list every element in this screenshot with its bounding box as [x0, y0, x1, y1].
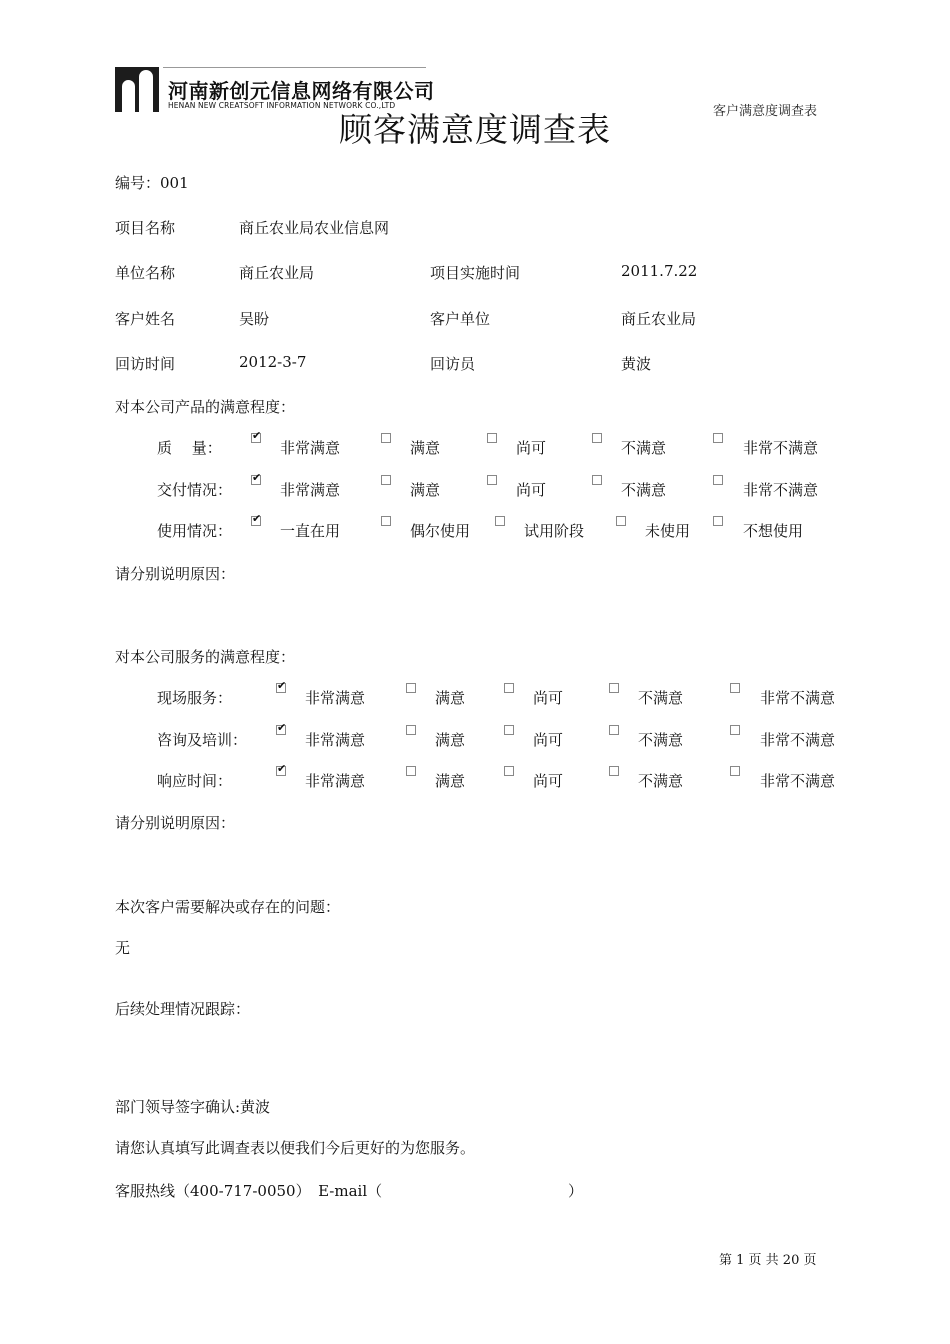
- consulting-label: 咨询及培训：: [157, 731, 248, 749]
- delivery-checkbox-1[interactable]: [251, 475, 261, 485]
- onsite-service-option-4: 不满意: [638, 689, 684, 707]
- followup-label: 后续处理情况跟踪：: [115, 1000, 251, 1018]
- quality-checkbox-4[interactable]: [592, 433, 602, 443]
- usage-checkbox-4[interactable]: [616, 516, 626, 526]
- delivery-checkbox-4[interactable]: [592, 475, 602, 485]
- quality-checkbox-5[interactable]: [713, 433, 723, 443]
- email-close-paren: ）: [568, 1182, 584, 1200]
- consulting-option-1: 非常满意: [305, 731, 366, 749]
- response-time-label: 响应时间：: [157, 772, 233, 790]
- logo-company-name-en: HENAN NEW CREATSOFT INFORMATION NETWORK CO.,LTD: [168, 101, 396, 110]
- project-name-value: 商丘农业局农业信息网: [239, 219, 390, 237]
- logo-company-name: 河南新创元信息网络有限公司: [168, 79, 435, 103]
- delivery-option-3: 尚可: [516, 481, 547, 499]
- consulting-option-3: 尚可: [533, 731, 564, 749]
- consulting-option-4: 不满意: [638, 731, 684, 749]
- quality-option-5: 非常不满意: [743, 439, 819, 457]
- onsite-service-option-2: 满意: [435, 689, 466, 707]
- response-time-option-5: 非常不满意: [760, 772, 836, 790]
- quality-option-1: 非常满意: [280, 439, 341, 457]
- unit-name-label: 单位名称: [115, 264, 176, 282]
- visitor-value: 黄波: [621, 355, 652, 373]
- impl-time-value: 2011.7.22: [621, 262, 698, 280]
- onsite-service-label: 现场服务：: [157, 689, 233, 707]
- onsite-service-checkbox-2[interactable]: [406, 683, 416, 693]
- quality-option-4: 不满意: [621, 439, 667, 457]
- signoff-text: 部门领导签字确认:黄波: [115, 1098, 271, 1116]
- customer-unit-value: 商丘农业局: [621, 310, 697, 328]
- quality-checkbox-2[interactable]: [381, 433, 391, 443]
- delivery-option-2: 满意: [410, 481, 441, 499]
- customer-unit-label: 客户单位: [430, 310, 491, 328]
- usage-checkbox-3[interactable]: [495, 516, 505, 526]
- usage-option-4: 未使用: [645, 522, 691, 540]
- page-title: 顾客满意度调查表: [339, 110, 611, 149]
- usage-checkbox-5[interactable]: [713, 516, 723, 526]
- usage-option-1: 一直在用: [280, 522, 341, 540]
- onsite-service-option-5: 非常不满意: [760, 689, 836, 707]
- customer-name-label: 客户姓名: [115, 310, 176, 328]
- consulting-checkbox-2[interactable]: [406, 725, 416, 735]
- delivery-checkbox-2[interactable]: [381, 475, 391, 485]
- response-time-checkbox-5[interactable]: [730, 766, 740, 776]
- consulting-option-5: 非常不满意: [760, 731, 836, 749]
- quality-option-3: 尚可: [516, 439, 547, 457]
- usage-option-3: 试用阶段: [524, 522, 585, 540]
- usage-option-2: 偶尔使用: [410, 522, 471, 540]
- delivery-checkbox-3[interactable]: [487, 475, 497, 485]
- usage-label: 使用情况：: [157, 522, 233, 540]
- response-time-option-4: 不满意: [638, 772, 684, 790]
- impl-time-label: 项目实施时间: [430, 264, 521, 282]
- delivery-option-1: 非常满意: [280, 481, 341, 499]
- usage-option-5: 不想使用: [743, 522, 804, 540]
- onsite-service-option-1: 非常满意: [305, 689, 366, 707]
- quality-option-2: 满意: [410, 439, 441, 457]
- visitor-label: 回访员: [430, 355, 476, 373]
- product-reason-label: 请分别说明原因：: [115, 565, 236, 583]
- consulting-checkbox-5[interactable]: [730, 725, 740, 735]
- quality-checkbox-3[interactable]: [487, 433, 497, 443]
- consulting-checkbox-3[interactable]: [504, 725, 514, 735]
- onsite-service-checkbox-5[interactable]: [730, 683, 740, 693]
- unit-name-value: 商丘农业局: [239, 264, 315, 282]
- visit-time-value: 2012-3-7: [239, 353, 307, 371]
- quality-checkbox-1[interactable]: [251, 433, 261, 443]
- onsite-service-checkbox-1[interactable]: [276, 683, 286, 693]
- usage-checkbox-2[interactable]: [381, 516, 391, 526]
- header-doc-label: 客户满意度调查表: [713, 104, 818, 119]
- service-section-heading: 对本公司服务的满意程度：: [115, 648, 296, 666]
- onsite-service-option-3: 尚可: [533, 689, 564, 707]
- onsite-service-checkbox-3[interactable]: [504, 683, 514, 693]
- service-reason-label: 请分别说明原因：: [115, 814, 236, 832]
- page-number: 第 1 页 共 20 页: [719, 1253, 817, 1268]
- closing-note: 请您认真填写此调查表以便我们今后更好的为您服务。: [115, 1139, 476, 1157]
- response-time-option-1: 非常满意: [305, 772, 366, 790]
- delivery-checkbox-5[interactable]: [713, 475, 723, 485]
- product-section-heading: 对本公司产品的满意程度：: [115, 398, 296, 416]
- response-time-checkbox-1[interactable]: [276, 766, 286, 776]
- serial-number: 编号：001: [115, 174, 189, 192]
- hotline-email: 客服热线（400-717-0050） E-mail（: [115, 1182, 383, 1200]
- consulting-checkbox-4[interactable]: [609, 725, 619, 735]
- response-time-option-3: 尚可: [533, 772, 564, 790]
- consulting-option-2: 满意: [435, 731, 466, 749]
- onsite-service-checkbox-4[interactable]: [609, 683, 619, 693]
- quality-label: 质 量：: [157, 439, 222, 457]
- project-name-label: 项目名称: [115, 219, 176, 237]
- delivery-option-5: 非常不满意: [743, 481, 819, 499]
- customer-name-value: 吴盼: [239, 310, 270, 328]
- delivery-option-4: 不满意: [621, 481, 667, 499]
- response-time-option-2: 满意: [435, 772, 466, 790]
- visit-time-label: 回访时间: [115, 355, 176, 373]
- delivery-label: 交付情况：: [157, 481, 233, 499]
- response-time-checkbox-4[interactable]: [609, 766, 619, 776]
- issues-value: 无: [115, 939, 131, 957]
- usage-checkbox-1[interactable]: [251, 516, 261, 526]
- consulting-checkbox-1[interactable]: [276, 725, 286, 735]
- issues-label: 本次客户需要解决或存在的问题：: [115, 898, 341, 916]
- response-time-checkbox-3[interactable]: [504, 766, 514, 776]
- response-time-checkbox-2[interactable]: [406, 766, 416, 776]
